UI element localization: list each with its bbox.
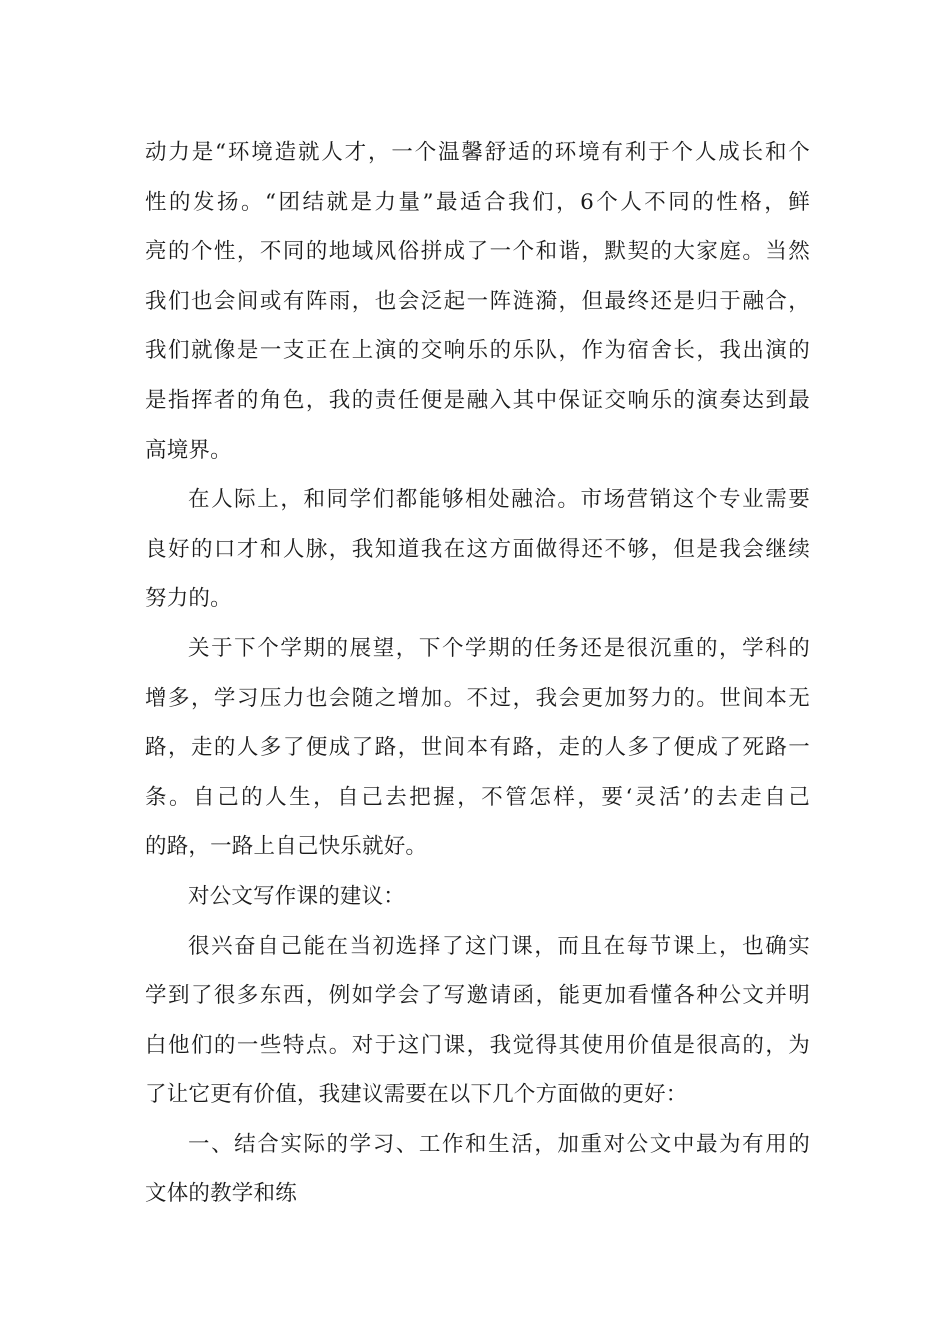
text-line: 白他们的一些特点。对于这门课，我觉得其使用价值是很高的，为 — [145, 1032, 810, 1058]
text-line: 的路，一路上自己快乐就好。 — [145, 834, 428, 860]
text-line: 文体的教学和练 — [145, 1181, 297, 1207]
paragraph-course-heading — [145, 872, 810, 922]
text-line: 对公文写作课的建议： — [188, 883, 406, 909]
text-line: 很兴奋自己能在当初选择了这门课，而且在每节课上，也确实 — [188, 933, 810, 959]
text-line: 亮的个性，不同的地域风俗拼成了一个和谐，默契的大家庭。当然 — [145, 239, 810, 265]
text-line: 一、结合实际的学习、工作和生活，加重对公文中最为有用的 — [188, 1131, 810, 1157]
paragraph-interpersonal — [145, 475, 810, 624]
text-line: 了让它更有价值，我建议需要在以下几个方面做的更好： — [145, 1082, 688, 1108]
text-line: 良好的口才和人脉，我知道我在这方面做得还不够，但是我会继续 — [145, 536, 810, 562]
paragraph-dormitory — [145, 128, 810, 475]
text-line: 路，走的人多了便成了路，世间本有路，走的人多了便成了死路一 — [145, 735, 810, 761]
text-line: 我们就像是一支正在上演的交响乐的乐队，作为宿舍长，我出演的 — [145, 338, 810, 364]
text-line: 关于下个学期的展望，下个学期的任务还是很沉重的，学科的 — [188, 635, 810, 661]
paragraph-suggestion-one — [145, 1120, 810, 1219]
text-line: 在人际上，和同学们都能够相处融洽。市场营销这个专业需要 — [188, 487, 810, 513]
text-line: 条。自己的人生，自己去把握，不管怎样，要‘灵活’的去走自己 — [145, 784, 810, 810]
text-line: 性的发扬。“团结就是力量”最适合我们，6个人不同的性格，鲜 — [145, 189, 810, 215]
text-line: 学到了很多东西，例如学会了写邀请函，能更加看懂各种公文并明 — [145, 983, 810, 1009]
text-line: 是指挥者的角色，我的责任便是融入其中保证交响乐的演奏达到最 — [145, 387, 810, 413]
paragraph-course-feedback — [145, 922, 810, 1120]
text-line: 高境界。 — [145, 437, 232, 463]
document-body — [145, 128, 810, 1219]
text-line: 我们也会间或有阵雨，也会泛起一阵涟漪，但最终还是归于融合， — [145, 288, 810, 314]
text-line: 努力的。 — [145, 586, 232, 612]
text-line: 增多，学习压力也会随之增加。不过，我会更加努力的。世间本无 — [145, 685, 810, 711]
paragraph-outlook — [145, 624, 810, 872]
text-line: 动力是“环境造就人才，一个温馨舒适的环境有利于个人成长和个 — [145, 140, 810, 165]
